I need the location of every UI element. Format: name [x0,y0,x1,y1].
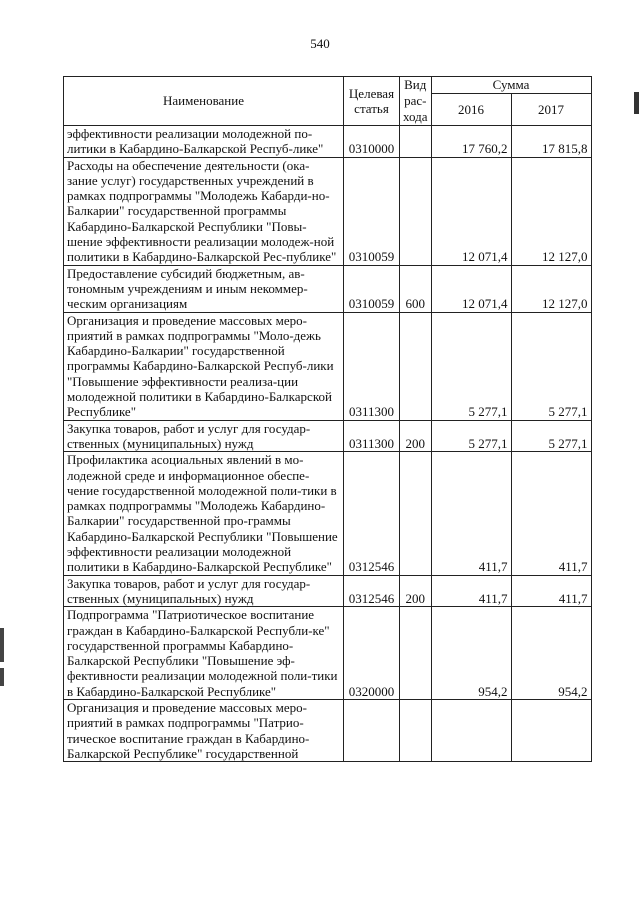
row-sum-2016: 411,7 [431,575,511,607]
scan-margin-mark [634,92,639,114]
row-target-article: 0310000 [344,126,400,158]
row-expense-type [400,157,432,265]
table-row [64,265,592,312]
row-sum-2017: 5 277,1 [511,420,591,452]
row-sum-2017: 411,7 [511,452,591,575]
row-expense-type [400,607,432,700]
row-name: эффективности реализации молодежной по-литики в Кабардино-Балкарской Респуб-лике" [64,126,344,158]
scan-margin-mark [0,668,4,686]
header-type: Вид рас-хода [400,77,432,126]
row-name: Профилактика асоциальных явлений в мо-лодежной среде и информационное обеспе-чение государственной молодежной поли-тики в рамках подпрограммы "Молодежь Кабардино-Балкарии" государственной про-граммы Кабардино-Балкарской Республики "Повышение эффективности реализации молодежной политики в Кабардино-Балкарской Республике" [64,452,344,575]
row-sum-2016: 5 277,1 [431,312,511,420]
header-name: Наименование [64,77,344,126]
row-sum-2016 [431,699,511,761]
row-sum-2016: 5 277,1 [431,420,511,452]
row-expense-type [400,452,432,575]
row-target-article: 0310059 [344,157,400,265]
row-sum-2016: 411,7 [431,452,511,575]
table-row [64,607,592,700]
row-sum-2017: 17 815,8 [511,126,591,158]
scan-margin-mark [0,628,4,662]
row-sum-2016: 12 071,4 [431,157,511,265]
table-row [64,157,592,265]
row-name: Подпрограмма "Патриотическое воспитание граждан в Кабардино-Балкарской Республи-ке" государственной программы Кабардино-Балкарской Республики "Повышение эф-фективности реализации молодежной поли-тики в Кабардино-Балкарской Республике" [64,607,344,700]
row-expense-type [400,126,432,158]
row-target-article: 0311300 [344,420,400,452]
row-sum-2017: 5 277,1 [511,312,591,420]
table-body [64,126,592,762]
row-sum-2016: 17 760,2 [431,126,511,158]
table-row [64,575,592,607]
header-year-2017: 2017 [511,94,591,126]
row-sum-2017: 954,2 [511,607,591,700]
row-expense-type: 200 [400,575,432,607]
row-name: Закупка товаров, работ и услуг для государ-ственных (муниципальных) нужд [64,420,344,452]
row-name: Предоставление субсидий бюджетным, ав-тономным учреждениям и иным некоммер-ческим организациям [64,265,344,312]
row-expense-type: 600 [400,265,432,312]
row-sum-2017: 411,7 [511,575,591,607]
table-header [64,77,592,126]
table-row [64,452,592,575]
table-row [64,312,592,420]
row-sum-2017 [511,699,591,761]
row-sum-2017: 12 127,0 [511,157,591,265]
row-sum-2016: 12 071,4 [431,265,511,312]
row-target-article: 0311300 [344,312,400,420]
table-row [64,126,592,158]
row-name: Расходы на обеспечение деятельности (ока-зание услуг) государственных учреждений в рамках подпрограммы "Молодежь Кабарди-но-Балкарии" государственной программы Кабардино-Балкарской Республики "Повы-шение эффективности реализации молодеж-ной политики в Кабардино-Балкарской Рес-публике" [64,157,344,265]
header-code: Целевая статья [344,77,400,126]
row-target-article: 0310059 [344,265,400,312]
row-expense-type: 200 [400,420,432,452]
row-name: Организация и проведение массовых меро-приятий в рамках подпрограммы "Патрио-тическое воспитание граждан в Кабардино-Балкарской Республике" государственной [64,699,344,761]
row-target-article: 0312546 [344,575,400,607]
header-year-2016: 2016 [431,94,511,126]
row-name: Организация и проведение массовых меро-приятий в рамках подпрограммы "Моло-дежь Кабардино-Балкарии" государственной программы Кабардино-Балкарской Респуб-лики "Повышение эффективности реализа-ции молодежной политики в Кабардино-Балкарской Республике" [64,312,344,420]
table-row [64,420,592,452]
page-number: 540 [310,36,330,51]
row-name: Закупка товаров, работ и услуг для государ-ственных (муниципальных) нужд [64,575,344,607]
row-target-article: 0312546 [344,452,400,575]
row-target-article: 0320000 [344,607,400,700]
budget-table [63,76,592,762]
row-expense-type [400,699,432,761]
row-sum-2016: 954,2 [431,607,511,700]
row-sum-2017: 12 127,0 [511,265,591,312]
table-row [64,699,592,761]
header-sum: Сумма [431,77,591,94]
row-target-article [344,699,400,761]
row-expense-type [400,312,432,420]
